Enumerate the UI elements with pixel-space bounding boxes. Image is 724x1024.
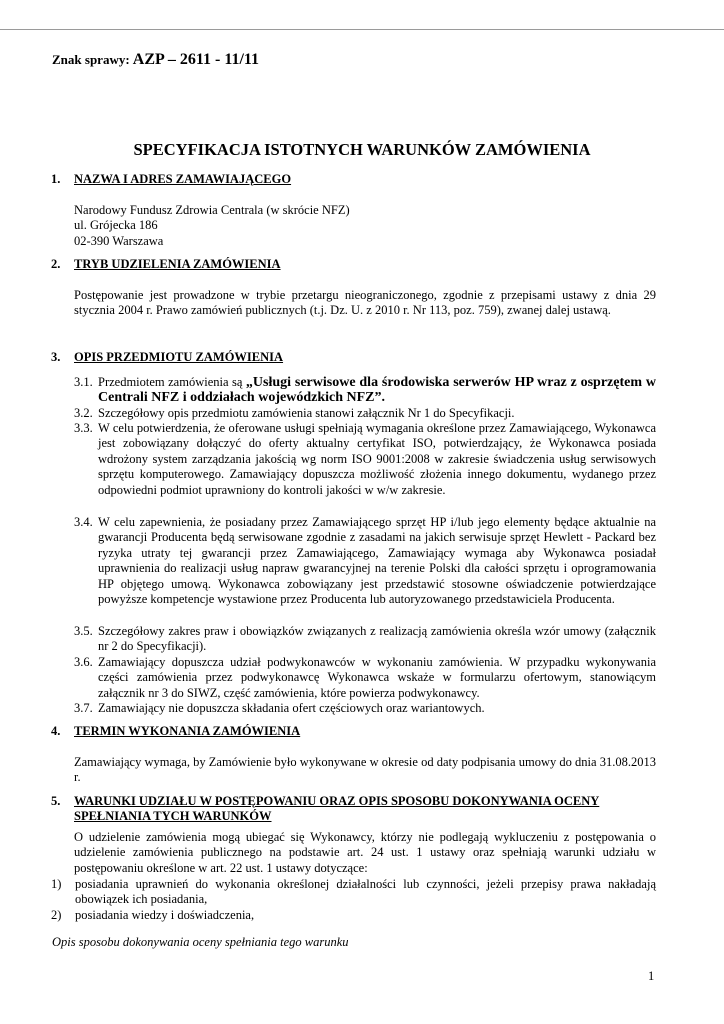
section-4-number: 4. bbox=[51, 724, 61, 738]
section-2-heading: TRYB UDZIELENIA ZAMÓWIENIA bbox=[74, 257, 281, 271]
item-3-2-text: Szczegółowy opis przedmiotu zamówienia stanowi załącznik Nr 1 do Specyfikacji. bbox=[98, 406, 515, 420]
address-line-2: ul. Grójecka 186 bbox=[74, 218, 158, 232]
item-3-6-text: Zamawiający dopuszcza udział podwykonawców w wykonaniu zamówienia. W przypadku wykonywania części zamówienia przez podwykonawcę Wykonawca wskaże w formularzu ofertowym, stanowiącym załącznik nr 3 do SIWZ, część zamówienia, które powierza podwykonawcy. bbox=[98, 655, 656, 700]
item-3-4-number: 3.4. bbox=[74, 515, 93, 529]
section-2-text: Postępowanie jest prowadzone w trybie przetargu nieograniczonego, zgodnie z przepisami ustawy z dnia 29 stycznia 2004 r. Prawo zamówień publicznych (t.j. Dz. U. z 2010 r. Nr 113, poz. 759), zwanej dalej ustawą. bbox=[74, 288, 656, 318]
item-3-6-number: 3.6. bbox=[74, 655, 93, 669]
condition-1-text: posiadania uprawnień do wykonania określonej działalności lub czynności, jeżeli przepisy prawa nakładają obowiązek ich posiadania, bbox=[75, 877, 656, 907]
item-3-3-number: 3.3. bbox=[74, 421, 93, 435]
item-3-1-subject: „Usługi serwisowe dla środowiska serwerów HP wraz z osprzętem w Centrali NFZ i oddziałach wojewódzkich NFZ”. bbox=[98, 375, 656, 406]
section-2-number: 2. bbox=[51, 257, 61, 271]
condition-2 bbox=[51, 908, 656, 923]
section-3-heading: OPIS PRZEDMIOTU ZAMÓWIENIA bbox=[74, 350, 284, 364]
section-5-heading: WARUNKI UDZIAŁU W POSTĘPOWANIU ORAZ OPIS SPOSOBU DOKONYWANIA OCENY SPEŁNIANIA TYCH WARUNKÓW bbox=[74, 794, 600, 824]
section-5-number: 5. bbox=[51, 794, 61, 808]
page-number: 1 bbox=[648, 969, 655, 983]
item-3-2-number: 3.2. bbox=[74, 406, 93, 420]
section-5-text: O udzielenie zamówienia mogą ubiegać się Wykonawcy, którzy nie podlegają wykluczeniu z postępowania o udzielenie zamówienia publicznego na podstawie art. 24 ust. 1 ustawy oraz spełniają warunki udziału w postępowaniu określone w art. 22 ust. 1 ustawy dotyczące: bbox=[74, 830, 656, 875]
section-1-number: 1. bbox=[51, 172, 61, 186]
case-number-value: AZP – 2611 - 11/11 bbox=[132, 51, 260, 68]
section-4-text: Zamawiający wymaga, by Zamówienie było wykonywane w okresie od daty podpisania umowy do dnia 31.08.2013 r. bbox=[74, 755, 656, 785]
item-3-3-text: W celu potwierdzenia, że oferowane usługi spełniają wymagania określone przez Zamawiającego, Wykonawca jest zobowiązany dołączyć do oferty aktualny certyfikat ISO, potwierdzający, że Wykonawca posiada wdrożony system zarządzania jakością wg norm ISO 9001:2008 w zakresie świadczenia usług serwisowych sprzętu komputerowego. Zamawiający dopuszcza możliwość złożenia innego dokumentu, wydanego przez odpowiedni podmiot uprawniony do kontroli jakości w w/w zakresie. bbox=[98, 421, 656, 497]
condition-2-number: 2) bbox=[51, 908, 62, 922]
section-4-heading: TERMIN WYKONANIA ZAMÓWIENIA bbox=[74, 724, 301, 738]
condition-2-text: posiadania wiedzy i doświadczenia, bbox=[75, 908, 255, 922]
item-3-4 bbox=[74, 515, 656, 607]
item-3-7-number: 3.7. bbox=[74, 701, 93, 715]
item-3-1-number: 3.1. bbox=[74, 375, 93, 389]
item-3-1-intro: Przedmiotem zamówienia są bbox=[98, 375, 246, 389]
assessment-heading: Opis sposobu dokonywania oceny spełniania tego warunku bbox=[52, 935, 349, 949]
section-1-heading: NAZWA I ADRES ZAMAWIAJĄCEGO bbox=[74, 172, 292, 186]
condition-1 bbox=[51, 877, 656, 908]
document-title: SPECYFIKACJA ISTOTNYCH WARUNKÓW ZAMÓWIENIA bbox=[133, 140, 591, 159]
header-rule bbox=[0, 29, 724, 30]
item-3-7-text: Zamawiający nie dopuszcza składania ofert częściowych oraz wariantowych. bbox=[98, 701, 485, 715]
item-3-4-text: W celu zapewnienia, że posiadany przez Zamawiającego sprzęt HP i/lub jego elementy będące aktualnie na gwarancji Producenta będą serwisowane zgodnie z zasadami na jakich serwisuje sprzęt Hewlett - Packard bez ryzyka utraty tej gwarancji przez Zamawiającego, Zamawiający wymaga aby Wykonawca posiadał uprawnienia do realizacji usług napraw gwarancyjnej na terenie Polski dla całości sprzętu i oprogramowania HP objętego umową. Wykonawca zobowiązany jest przedstawić stosowne oświadczenie potwierdzające powyższe kompetencje wystawione przez Producenta lub autoryzowanego przedstawiciela Producenta. bbox=[98, 515, 656, 607]
condition-1-number: 1) bbox=[51, 877, 62, 891]
item-3-5-number: 3.5. bbox=[74, 624, 93, 638]
address-line-1: Narodowy Fundusz Zdrowia Centrala (w skrócie NFZ) bbox=[74, 203, 350, 217]
case-number-label: Znak sprawy: bbox=[52, 52, 130, 67]
item-3-7 bbox=[74, 701, 656, 716]
case-number bbox=[52, 52, 259, 68]
item-3-5 bbox=[74, 624, 656, 655]
item-3-6 bbox=[74, 655, 656, 701]
address-line-3: 02-390 Warszawa bbox=[74, 234, 164, 248]
section-3-number: 3. bbox=[51, 350, 61, 364]
item-3-3 bbox=[74, 421, 656, 498]
item-3-2 bbox=[74, 406, 656, 421]
item-3-1 bbox=[74, 375, 656, 406]
item-3-5-text: Szczegółowy zakres praw i obowiązków związanych z realizacją zamówienia określa wzór umowy (załącznik nr 2 do Specyfikacji). bbox=[98, 624, 656, 654]
